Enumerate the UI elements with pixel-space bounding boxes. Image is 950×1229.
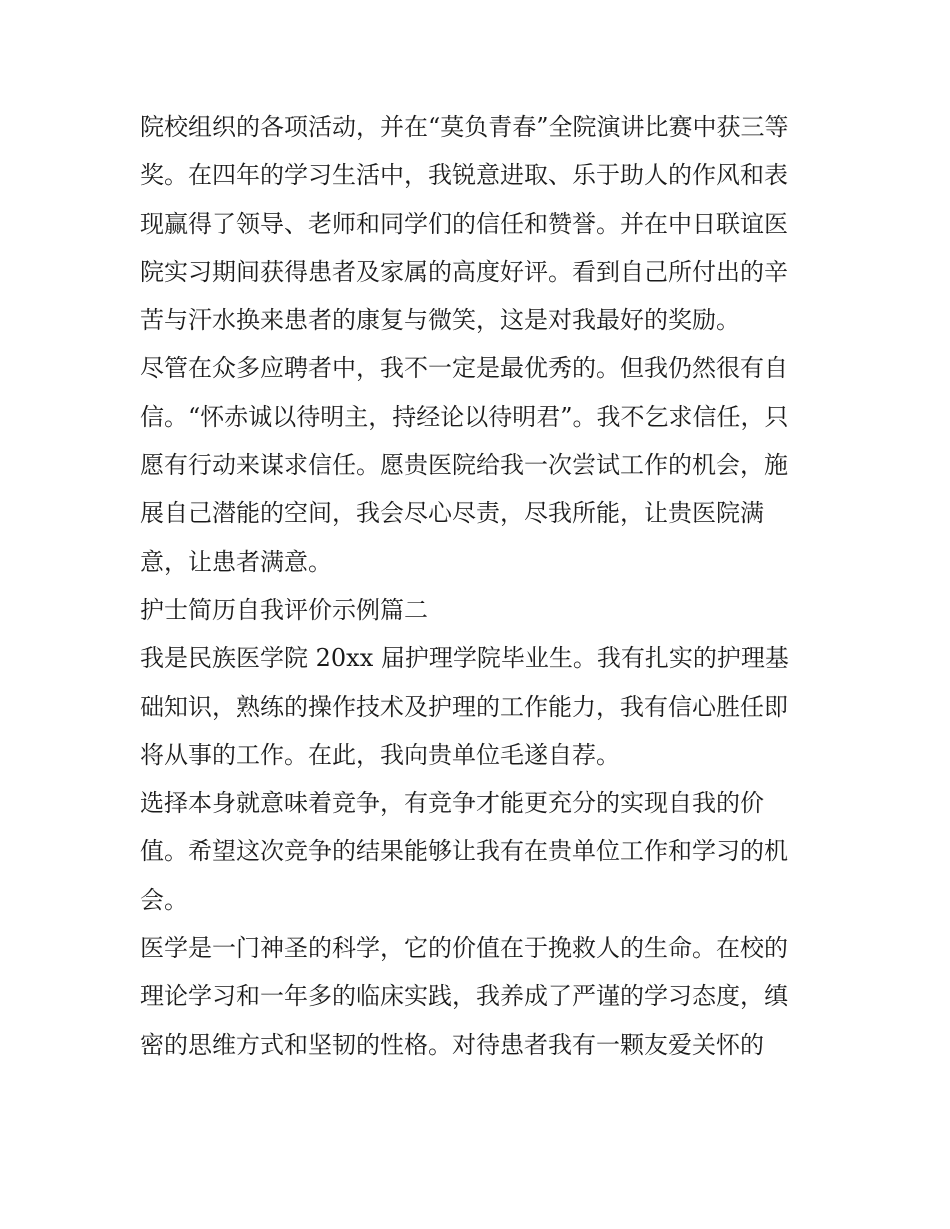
text-line: 奖。在四年的学习生活中，我锐意进取、乐于助人的作风和表 [140, 161, 788, 190]
text-line: 础知识，熟练的操作技术及护理的工作能力，我有信心胜任即 [140, 692, 788, 721]
text-line: 现赢得了领导、老师和同学们的信任和赞誉。并在中日联谊医 [140, 209, 788, 238]
text-line: 理论学习和一年多的临床实践，我养成了严谨的学习态度，缜 [140, 982, 788, 1011]
text-line: 展自己潜能的空间，我会尽心尽责，尽我所能，让贵医院满 [140, 499, 764, 528]
text-line: 医学是一门神圣的科学，它的价值在于挽救人的生命。在校的 [140, 934, 788, 963]
text-line: 密的思维方式和坚韧的性格。对待患者我有一颗友爱关怀的 [140, 1030, 764, 1059]
body-text [140, 103, 820, 1069]
text-line: 院校组织的各项活动，并在“莫负青春”全院演讲比赛中获三等 [140, 113, 789, 141]
text-line: 院实习期间获得患者及家属的高度好评。看到自己所付出的辛 [140, 257, 788, 286]
text-line: 我是民族医学院 20xx 届护理学院毕业生。我有扎实的护理基 [140, 644, 789, 673]
text-line: 选择本身就意味着竞争，有竞争才能更充分的实现自我的价 [140, 789, 764, 818]
text-line: 信。“怀赤诚以待明主，持经论以待明君”。我不乞求信任，只 [140, 402, 789, 431]
section-heading: 护士简历自我评价示例篇二 [140, 595, 428, 624]
text-line: 将从事的工作。在此，我向贵单位毛遂自荐。 [140, 740, 620, 769]
text-line: 意，让患者满意。 [140, 547, 332, 576]
text-line: 值。希望这次竞争的结果能够让我有在贵单位工作和学习的机 [140, 837, 788, 866]
text-line: 尽管在众多应聘者中，我不一定是最优秀的。但我仍然很有自 [140, 354, 788, 383]
text-line: 会。 [140, 885, 188, 914]
text-line: 苦与汗水换来患者的康复与微笑，这是对我最好的奖励。 [140, 306, 740, 335]
text-line: 愿有行动来谋求信任。愿贵医院给我一次尝试工作的机会，施 [140, 451, 788, 480]
